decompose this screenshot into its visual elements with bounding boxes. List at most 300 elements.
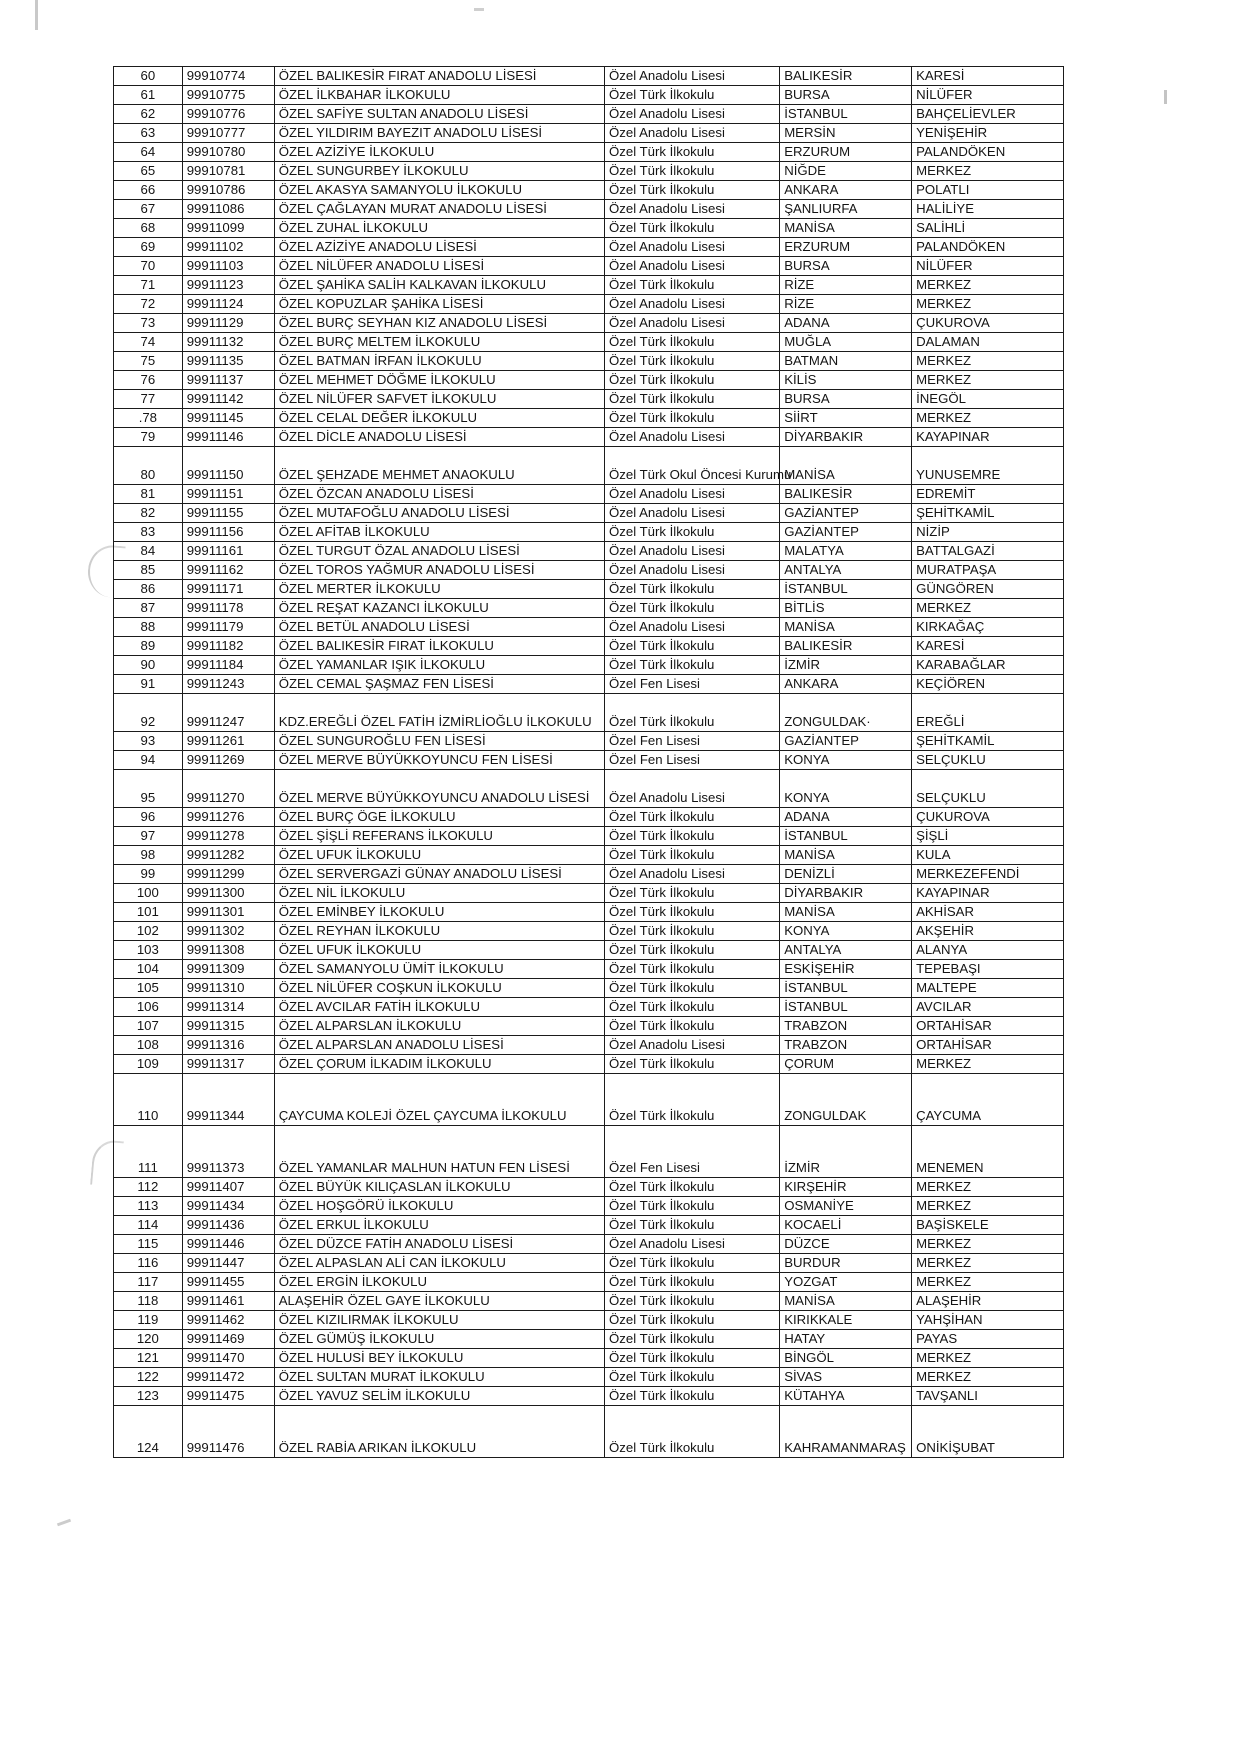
- cell-institution-name: ÖZEL ŞEHZADE MEHMET ANAOKULU: [274, 447, 604, 485]
- cell-institution-type: Özel Türk İlkokulu: [605, 580, 780, 599]
- cell-district: KEÇİÖREN: [912, 675, 1064, 694]
- table-row: [114, 922, 1064, 941]
- cell-row-number: 82: [114, 504, 183, 523]
- table-row: [114, 295, 1064, 314]
- cell-row-number: 68: [114, 219, 183, 238]
- cell-province: İSTANBUL: [780, 580, 912, 599]
- cell-institution-code: 99911179: [182, 618, 274, 637]
- cell-row-number: 95: [114, 770, 183, 808]
- cell-institution-code: 99911270: [182, 770, 274, 808]
- cell-institution-type: Özel Türk İlkokulu: [605, 903, 780, 922]
- cell-institution-name: ÖZEL NİLÜFER ANADOLU LİSESİ: [274, 257, 604, 276]
- cell-district: MERKEZ: [912, 1349, 1064, 1368]
- cell-institution-code: 99911455: [182, 1273, 274, 1292]
- table-row: [114, 485, 1064, 504]
- cell-institution-type: Özel Türk İlkokulu: [605, 1349, 780, 1368]
- cell-institution-name: ÖZEL BURÇ ÖGE İLKOKULU: [274, 808, 604, 827]
- cell-province: YOZGAT: [780, 1273, 912, 1292]
- cell-province: RİZE: [780, 276, 912, 295]
- cell-district: MERKEZ: [912, 1178, 1064, 1197]
- cell-row-number: 83: [114, 523, 183, 542]
- table-row: [114, 1216, 1064, 1235]
- scan-artifact: [35, 0, 38, 30]
- table-row: [114, 1017, 1064, 1036]
- cell-institution-name: ÖZEL BURÇ MELTEM İLKOKULU: [274, 333, 604, 352]
- cell-institution-code: 99911182: [182, 637, 274, 656]
- cell-district: PALANDÖKEN: [912, 238, 1064, 257]
- cell-institution-type: Özel Türk İlkokulu: [605, 523, 780, 542]
- cell-province: DENİZLİ: [780, 865, 912, 884]
- cell-institution-name: ÖZEL HULUSİ BEY İLKOKULU: [274, 1349, 604, 1368]
- cell-row-number: 72: [114, 295, 183, 314]
- table-row: [114, 542, 1064, 561]
- table-row: [114, 162, 1064, 181]
- cell-row-number: 94: [114, 751, 183, 770]
- cell-institution-name: ÖZEL ALPARSLAN ANADOLU LİSESİ: [274, 1036, 604, 1055]
- cell-institution-name: ÖZEL UFUK İLKOKULU: [274, 846, 604, 865]
- table-row: [114, 1311, 1064, 1330]
- cell-institution-code: 99911178: [182, 599, 274, 618]
- table-row: [114, 1387, 1064, 1406]
- cell-row-number: 63: [114, 124, 183, 143]
- cell-institution-code: 99911137: [182, 371, 274, 390]
- cell-institution-name: ÖZEL SERVERGAZİ GÜNAY ANADOLU LİSESİ: [274, 865, 604, 884]
- cell-institution-type: Özel Anadolu Lisesi: [605, 67, 780, 86]
- cell-district: ÇAYCUMA: [912, 1074, 1064, 1126]
- cell-row-number: 118: [114, 1292, 183, 1311]
- cell-district: KULA: [912, 846, 1064, 865]
- table-row: [114, 333, 1064, 352]
- cell-institution-name: ÖZEL KIZILIRMAK İLKOKULU: [274, 1311, 604, 1330]
- cell-institution-code: 99911314: [182, 998, 274, 1017]
- cell-district: YENİŞEHİR: [912, 124, 1064, 143]
- cell-institution-name: ÖZEL DÜZCE FATİH ANADOLU LİSESİ: [274, 1235, 604, 1254]
- cell-row-number: 110: [114, 1074, 183, 1126]
- cell-row-number: 111: [114, 1126, 183, 1178]
- cell-province: İZMİR: [780, 1126, 912, 1178]
- cell-institution-type: Özel Türk İlkokulu: [605, 276, 780, 295]
- cell-district: MERKEZ: [912, 1197, 1064, 1216]
- cell-row-number: 117: [114, 1273, 183, 1292]
- table-row: [114, 1235, 1064, 1254]
- cell-institution-name: ÖZEL BETÜL ANADOLU LİSESİ: [274, 618, 604, 637]
- cell-district: ŞEHİTKAMİL: [912, 732, 1064, 751]
- cell-row-number: 81: [114, 485, 183, 504]
- cell-row-number: 89: [114, 637, 183, 656]
- cell-district: İNEGÖL: [912, 390, 1064, 409]
- cell-institution-name: ÖZEL AZİZİYE İLKOKULU: [274, 143, 604, 162]
- table-row: [114, 257, 1064, 276]
- cell-province: ERZURUM: [780, 238, 912, 257]
- cell-institution-type: Özel Fen Lisesi: [605, 751, 780, 770]
- cell-district: MERKEZ: [912, 162, 1064, 181]
- cell-province: BALIKESİR: [780, 637, 912, 656]
- cell-institution-name: ÖZEL CELAL DEĞER İLKOKULU: [274, 409, 604, 428]
- cell-district: MERKEZ: [912, 371, 1064, 390]
- cell-district: BAHÇELİEVLER: [912, 105, 1064, 124]
- cell-province: DİYARBAKIR: [780, 884, 912, 903]
- cell-institution-type: Özel Türk İlkokulu: [605, 922, 780, 941]
- table-row: [114, 808, 1064, 827]
- table-row: [114, 428, 1064, 447]
- table-row: [114, 1330, 1064, 1349]
- cell-institution-type: Özel Türk Okul Öncesi Kurumu: [605, 447, 780, 485]
- cell-district: PAYAS: [912, 1330, 1064, 1349]
- cell-institution-type: Özel Türk İlkokulu: [605, 1254, 780, 1273]
- cell-row-number: 103: [114, 941, 183, 960]
- cell-institution-name: ÖZEL HOŞGÖRÜ İLKOKULU: [274, 1197, 604, 1216]
- cell-institution-code: 99911269: [182, 751, 274, 770]
- cell-row-number: 69: [114, 238, 183, 257]
- cell-province: MANİSA: [780, 219, 912, 238]
- cell-institution-type: Özel Türk İlkokulu: [605, 1387, 780, 1406]
- cell-institution-name: ÖZEL SUNGURBEY İLKOKULU: [274, 162, 604, 181]
- table-row: [114, 865, 1064, 884]
- cell-province: MANİSA: [780, 903, 912, 922]
- table-row: [114, 219, 1064, 238]
- cell-province: İSTANBUL: [780, 105, 912, 124]
- cell-institution-code: 99911475: [182, 1387, 274, 1406]
- cell-province: ANKARA: [780, 181, 912, 200]
- cell-institution-code: 99911261: [182, 732, 274, 751]
- cell-institution-type: Özel Türk İlkokulu: [605, 1017, 780, 1036]
- cell-district: KARABAĞLAR: [912, 656, 1064, 675]
- cell-institution-name: ÖZEL BURÇ SEYHAN KIZ ANADOLU LİSESİ: [274, 314, 604, 333]
- cell-province: KIRIKKALE: [780, 1311, 912, 1330]
- cell-institution-type: Özel Türk İlkokulu: [605, 637, 780, 656]
- cell-institution-type: Özel Türk İlkokulu: [605, 998, 780, 1017]
- cell-institution-code: 99911309: [182, 960, 274, 979]
- cell-institution-name: ÖZEL GÜMÜŞ İLKOKULU: [274, 1330, 604, 1349]
- cell-institution-type: Özel Türk İlkokulu: [605, 1074, 780, 1126]
- cell-institution-name: ÖZEL SAMANYOLU ÜMİT İLKOKULU: [274, 960, 604, 979]
- cell-province: ADANA: [780, 314, 912, 333]
- cell-institution-type: Özel Anadolu Lisesi: [605, 257, 780, 276]
- cell-row-number: 113: [114, 1197, 183, 1216]
- cell-province: BURSA: [780, 390, 912, 409]
- cell-institution-code: 99911146: [182, 428, 274, 447]
- cell-district: ALANYA: [912, 941, 1064, 960]
- cell-province: KONYA: [780, 751, 912, 770]
- cell-district: NİZİP: [912, 523, 1064, 542]
- cell-institution-type: Özel Türk İlkokulu: [605, 352, 780, 371]
- cell-province: BURDUR: [780, 1254, 912, 1273]
- table-row: [114, 656, 1064, 675]
- cell-institution-code: 99911123: [182, 276, 274, 295]
- cell-institution-name: ÖZEL AZİZİYE ANADOLU LİSESİ: [274, 238, 604, 257]
- cell-district: ŞEHİTKAMİL: [912, 504, 1064, 523]
- cell-institution-code: 99911447: [182, 1254, 274, 1273]
- cell-institution-name: ÖZEL YAVUZ SELİM İLKOKULU: [274, 1387, 604, 1406]
- cell-province: RİZE: [780, 295, 912, 314]
- cell-district: AVCILAR: [912, 998, 1064, 1017]
- cell-institution-code: 99910776: [182, 105, 274, 124]
- cell-institution-type: Özel Türk İlkokulu: [605, 656, 780, 675]
- cell-institution-code: 99911300: [182, 884, 274, 903]
- cell-district: KARESİ: [912, 637, 1064, 656]
- cell-province: MANİSA: [780, 1292, 912, 1311]
- cell-institution-type: Özel Türk İlkokulu: [605, 86, 780, 105]
- cell-district: MERKEZ: [912, 276, 1064, 295]
- cell-province: BALIKESİR: [780, 67, 912, 86]
- cell-district: POLATLI: [912, 181, 1064, 200]
- cell-province: GAZİANTEP: [780, 732, 912, 751]
- cell-institution-type: Özel Anadolu Lisesi: [605, 105, 780, 124]
- institutions-table: [113, 66, 1064, 1458]
- cell-institution-type: Özel Türk İlkokulu: [605, 1216, 780, 1235]
- cell-row-number: 88: [114, 618, 183, 637]
- cell-institution-code: 99911150: [182, 447, 274, 485]
- cell-district: ÇUKUROVA: [912, 314, 1064, 333]
- cell-province: BALIKESİR: [780, 485, 912, 504]
- cell-institution-type: Özel Anadolu Lisesi: [605, 504, 780, 523]
- cell-institution-name: ÖZEL SULTAN MURAT İLKOKULU: [274, 1368, 604, 1387]
- cell-institution-name: ALAŞEHİR ÖZEL GAYE İLKOKULU: [274, 1292, 604, 1311]
- cell-institution-type: Özel Anadolu Lisesi: [605, 770, 780, 808]
- table-body: [114, 67, 1064, 1458]
- cell-institution-code: 99911161: [182, 542, 274, 561]
- table-row: [114, 276, 1064, 295]
- cell-row-number: 104: [114, 960, 183, 979]
- cell-institution-name: ÖZEL DİCLE ANADOLU LİSESİ: [274, 428, 604, 447]
- cell-province: MERSİN: [780, 124, 912, 143]
- cell-institution-code: 99911129: [182, 314, 274, 333]
- table-row: [114, 770, 1064, 808]
- cell-province: NİĞDE: [780, 162, 912, 181]
- cell-district: EREĞLİ: [912, 694, 1064, 732]
- cell-district: SELÇUKLU: [912, 751, 1064, 770]
- cell-institution-type: Özel Türk İlkokulu: [605, 390, 780, 409]
- cell-district: EDREMİT: [912, 485, 1064, 504]
- cell-row-number: 115: [114, 1235, 183, 1254]
- cell-province: TRABZON: [780, 1036, 912, 1055]
- cell-district: YUNUSEMRE: [912, 447, 1064, 485]
- cell-institution-code: 99911162: [182, 561, 274, 580]
- cell-province: ZONGULDAK·: [780, 694, 912, 732]
- table-row: [114, 1254, 1064, 1273]
- cell-institution-code: 99910775: [182, 86, 274, 105]
- cell-institution-name: ÖZEL CEMAL ŞAŞMAZ FEN LİSESİ: [274, 675, 604, 694]
- cell-institution-type: Özel Türk İlkokulu: [605, 846, 780, 865]
- cell-institution-name: ÖZEL TOROS YAĞMUR ANADOLU LİSESİ: [274, 561, 604, 580]
- cell-institution-type: Özel Türk İlkokulu: [605, 694, 780, 732]
- cell-institution-code: 99911316: [182, 1036, 274, 1055]
- cell-institution-code: 99911436: [182, 1216, 274, 1235]
- cell-institution-name: ÖZEL ZUHAL İLKOKULU: [274, 219, 604, 238]
- cell-institution-name: ÖZEL SUNGUROĞLU FEN LİSESİ: [274, 732, 604, 751]
- cell-institution-name: ÖZEL AVCILAR FATİH İLKOKULU: [274, 998, 604, 1017]
- cell-institution-type: Özel Türk İlkokulu: [605, 162, 780, 181]
- cell-row-number: 61: [114, 86, 183, 105]
- cell-row-number: 60: [114, 67, 183, 86]
- cell-district: MERKEZ: [912, 1273, 1064, 1292]
- cell-district: TAVŞANLI: [912, 1387, 1064, 1406]
- cell-district: PALANDÖKEN: [912, 143, 1064, 162]
- cell-province: SİVAS: [780, 1368, 912, 1387]
- cell-district: SALİHLİ: [912, 219, 1064, 238]
- cell-institution-code: 99911135: [182, 352, 274, 371]
- cell-row-number: .78: [114, 409, 183, 428]
- cell-province: MANİSA: [780, 618, 912, 637]
- cell-district: ORTAHİSAR: [912, 1036, 1064, 1055]
- cell-institution-type: Özel Anadolu Lisesi: [605, 314, 780, 333]
- cell-row-number: 73: [114, 314, 183, 333]
- cell-province: KIRŞEHİR: [780, 1178, 912, 1197]
- cell-district: KAYAPINAR: [912, 884, 1064, 903]
- table-row: [114, 732, 1064, 751]
- cell-province: DÜZCE: [780, 1235, 912, 1254]
- cell-institution-code: 99911086: [182, 200, 274, 219]
- cell-province: DİYARBAKIR: [780, 428, 912, 447]
- cell-row-number: 97: [114, 827, 183, 846]
- cell-row-number: 67: [114, 200, 183, 219]
- cell-institution-type: Özel Türk İlkokulu: [605, 219, 780, 238]
- cell-institution-name: ÖZEL İLKBAHAR İLKOKULU: [274, 86, 604, 105]
- cell-institution-code: 99911461: [182, 1292, 274, 1311]
- cell-district: KIRKAĞAÇ: [912, 618, 1064, 637]
- cell-institution-name: ÖZEL BATMAN İRFAN İLKOKULU: [274, 352, 604, 371]
- cell-institution-type: Özel Türk İlkokulu: [605, 1330, 780, 1349]
- cell-institution-code: 99911155: [182, 504, 274, 523]
- cell-institution-code: 99911469: [182, 1330, 274, 1349]
- cell-institution-code: 99911247: [182, 694, 274, 732]
- cell-institution-name: ÖZEL ÇORUM İLKADIM İLKOKULU: [274, 1055, 604, 1074]
- scan-artifact: [474, 8, 484, 11]
- cell-province: ANTALYA: [780, 941, 912, 960]
- table-row: [114, 390, 1064, 409]
- cell-institution-type: Özel Türk İlkokulu: [605, 1273, 780, 1292]
- cell-row-number: 77: [114, 390, 183, 409]
- table-row: [114, 1178, 1064, 1197]
- cell-province: ERZURUM: [780, 143, 912, 162]
- cell-institution-code: 99911278: [182, 827, 274, 846]
- cell-province: KONYA: [780, 770, 912, 808]
- cell-district: ORTAHİSAR: [912, 1017, 1064, 1036]
- cell-row-number: 122: [114, 1368, 183, 1387]
- cell-province: MUĞLA: [780, 333, 912, 352]
- cell-row-number: 92: [114, 694, 183, 732]
- cell-institution-name: ÖZEL BALIKESİR FIRAT İLKOKULU: [274, 637, 604, 656]
- table-row: [114, 409, 1064, 428]
- cell-institution-type: Özel Türk İlkokulu: [605, 979, 780, 998]
- table-row: [114, 1292, 1064, 1311]
- table-row: [114, 941, 1064, 960]
- cell-institution-code: 99910777: [182, 124, 274, 143]
- cell-institution-name: ÖZEL BÜYÜK KILIÇASLAN İLKOKULU: [274, 1178, 604, 1197]
- cell-institution-code: 99911102: [182, 238, 274, 257]
- cell-institution-type: Özel Türk İlkokulu: [605, 409, 780, 428]
- cell-institution-code: 99911301: [182, 903, 274, 922]
- table-row: [114, 1036, 1064, 1055]
- cell-province: BURSA: [780, 257, 912, 276]
- cell-row-number: 105: [114, 979, 183, 998]
- cell-institution-code: 99911103: [182, 257, 274, 276]
- cell-district: AKHİSAR: [912, 903, 1064, 922]
- table-row: [114, 1074, 1064, 1126]
- cell-province: BATMAN: [780, 352, 912, 371]
- table-row: [114, 618, 1064, 637]
- cell-row-number: 84: [114, 542, 183, 561]
- cell-district: MERKEZ: [912, 1254, 1064, 1273]
- cell-province: ADANA: [780, 808, 912, 827]
- cell-institution-name: ÖZEL REŞAT KAZANCI İLKOKULU: [274, 599, 604, 618]
- cell-district: DALAMAN: [912, 333, 1064, 352]
- cell-institution-type: Özel Türk İlkokulu: [605, 1368, 780, 1387]
- cell-district: MERKEZ: [912, 1368, 1064, 1387]
- cell-province: İSTANBUL: [780, 827, 912, 846]
- cell-institution-code: 99911470: [182, 1349, 274, 1368]
- cell-district: KAYAPINAR: [912, 428, 1064, 447]
- cell-province: KAHRAMANMARAŞ: [780, 1406, 912, 1458]
- cell-institution-type: Özel Türk İlkokulu: [605, 1406, 780, 1458]
- cell-province: ANKARA: [780, 675, 912, 694]
- table-row: [114, 1349, 1064, 1368]
- cell-institution-type: Özel Anadolu Lisesi: [605, 428, 780, 447]
- cell-institution-code: 99911476: [182, 1406, 274, 1458]
- cell-province: MANİSA: [780, 846, 912, 865]
- cell-district: MERKEZ: [912, 409, 1064, 428]
- cell-institution-code: 99911446: [182, 1235, 274, 1254]
- cell-institution-code: 99910780: [182, 143, 274, 162]
- cell-institution-type: Özel Türk İlkokulu: [605, 1178, 780, 1197]
- cell-institution-name: ÖZEL NİL İLKOKULU: [274, 884, 604, 903]
- cell-province: HATAY: [780, 1330, 912, 1349]
- table-row: [114, 1197, 1064, 1216]
- cell-institution-name: ÖZEL ERKUL İLKOKULU: [274, 1216, 604, 1235]
- table-row: [114, 580, 1064, 599]
- cell-institution-name: ÖZEL BALIKESİR FIRAT ANADOLU LİSESİ: [274, 67, 604, 86]
- cell-institution-name: ÖZEL RABİA ARIKAN İLKOKULU: [274, 1406, 604, 1458]
- cell-district: MERKEZ: [912, 1055, 1064, 1074]
- table-row: [114, 371, 1064, 390]
- cell-row-number: 99: [114, 865, 183, 884]
- cell-institution-name: KDZ.EREĞLİ ÖZEL FATİH İZMİRLİOĞLU İLKOKULU: [274, 694, 604, 732]
- cell-institution-code: 99911302: [182, 922, 274, 941]
- cell-province: BURSA: [780, 86, 912, 105]
- table-row: [114, 884, 1064, 903]
- scan-artifact: [57, 1519, 71, 1527]
- table-row: [114, 86, 1064, 105]
- cell-institution-type: Özel Türk İlkokulu: [605, 143, 780, 162]
- cell-institution-code: 99911282: [182, 846, 274, 865]
- cell-institution-type: Özel Türk İlkokulu: [605, 960, 780, 979]
- cell-province: ZONGULDAK: [780, 1074, 912, 1126]
- cell-institution-name: ÇAYCUMA KOLEJİ ÖZEL ÇAYCUMA İLKOKULU: [274, 1074, 604, 1126]
- cell-institution-name: ÖZEL ERGİN İLKOKULU: [274, 1273, 604, 1292]
- cell-institution-type: Özel Türk İlkokulu: [605, 599, 780, 618]
- table-row: [114, 1126, 1064, 1178]
- cell-institution-name: ÖZEL MEHMET DÖĞME İLKOKULU: [274, 371, 604, 390]
- cell-row-number: 121: [114, 1349, 183, 1368]
- table-row: [114, 504, 1064, 523]
- table-row: [114, 599, 1064, 618]
- cell-province: İZMİR: [780, 656, 912, 675]
- cell-institution-type: Özel Türk İlkokulu: [605, 1292, 780, 1311]
- table-row: [114, 352, 1064, 371]
- cell-institution-name: ÖZEL TURGUT ÖZAL ANADOLU LİSESİ: [274, 542, 604, 561]
- cell-institution-type: Özel Türk İlkokulu: [605, 1311, 780, 1330]
- cell-row-number: 96: [114, 808, 183, 827]
- cell-institution-type: Özel Türk İlkokulu: [605, 808, 780, 827]
- cell-institution-type: Özel Anadolu Lisesi: [605, 618, 780, 637]
- cell-institution-code: 99910781: [182, 162, 274, 181]
- cell-row-number: 100: [114, 884, 183, 903]
- cell-row-number: 119: [114, 1311, 183, 1330]
- cell-institution-code: 99911156: [182, 523, 274, 542]
- cell-province: TRABZON: [780, 1017, 912, 1036]
- cell-institution-type: Özel Türk İlkokulu: [605, 827, 780, 846]
- table-row: [114, 143, 1064, 162]
